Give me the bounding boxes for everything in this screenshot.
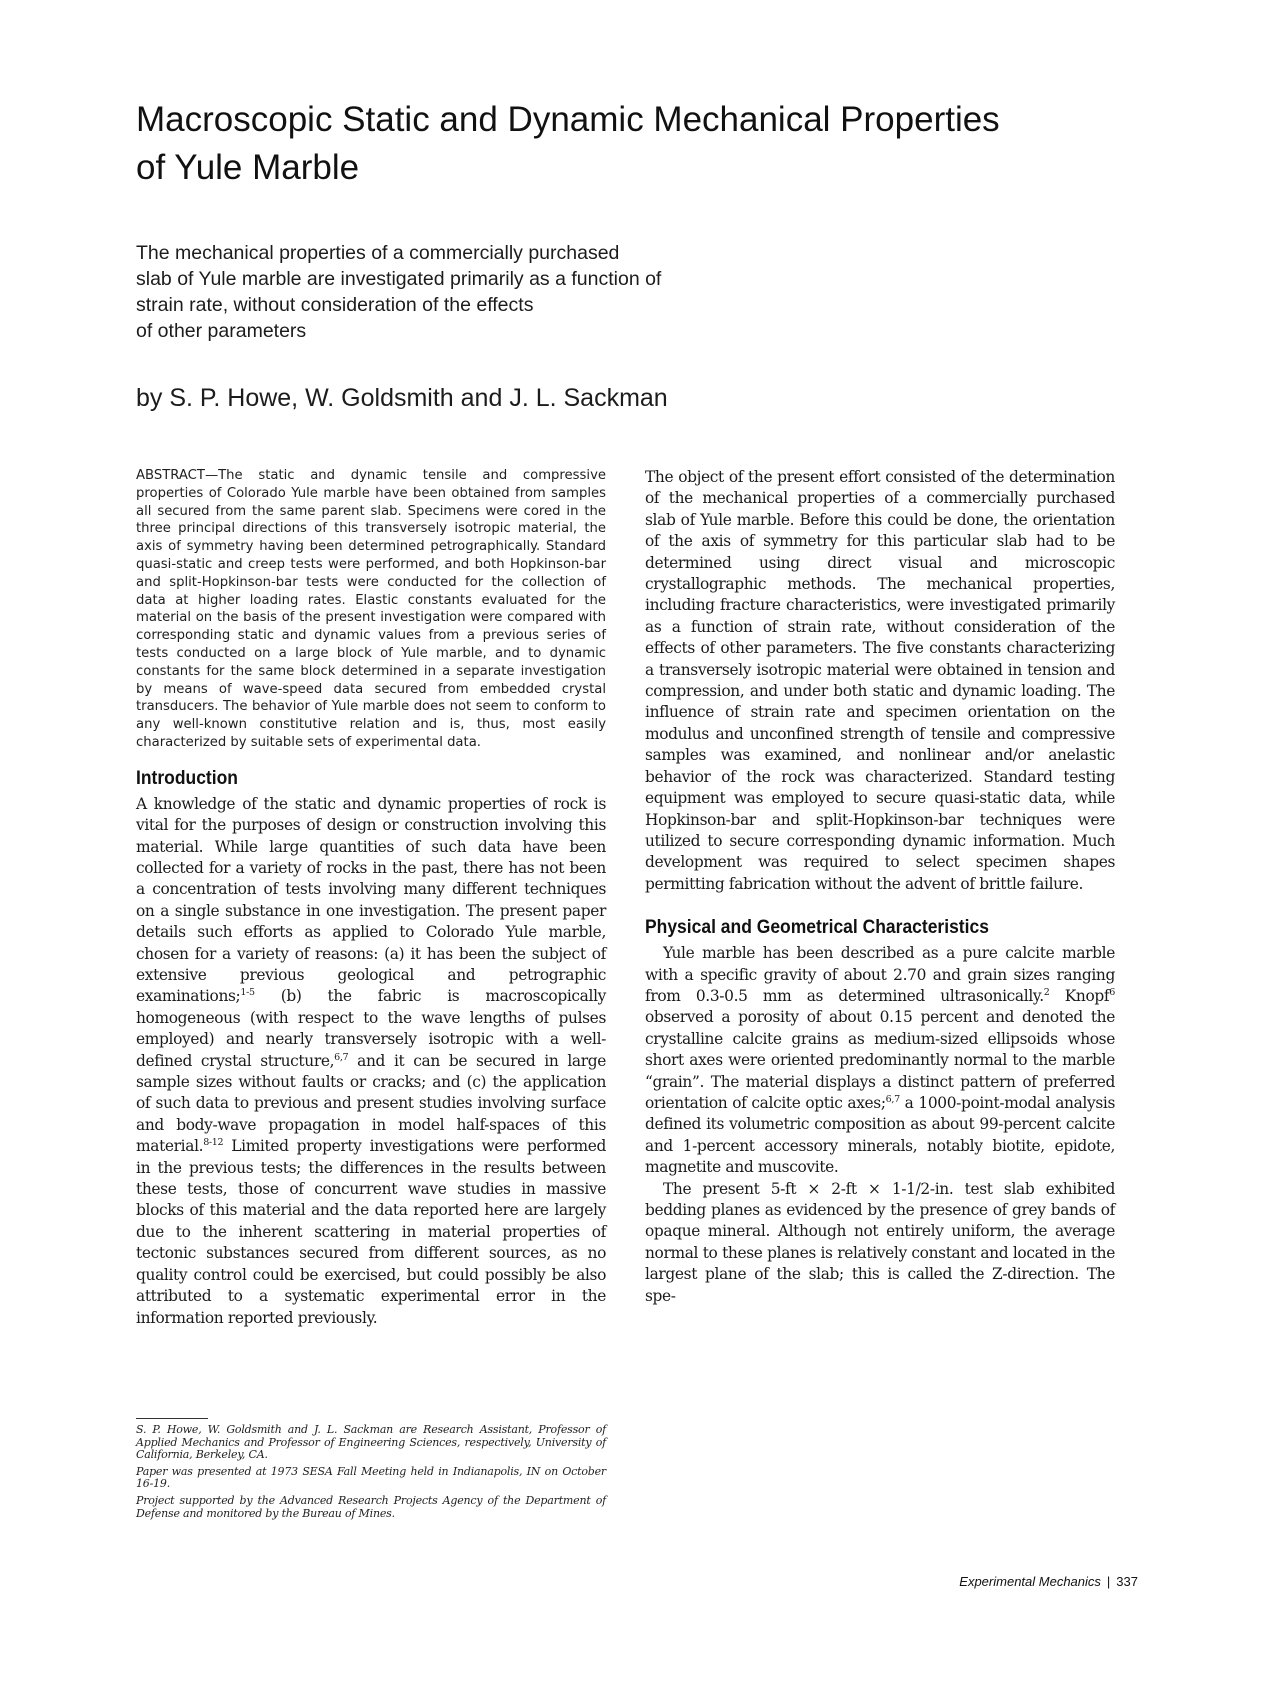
physical-paragraph-1 bbox=[645, 943, 1115, 1178]
physical-text-d: a 1000-point-modal analysis defined its volumetric composition as about 99-percent calcite and 1-percent accessory minerals, notably biotite, epidote, magnetite and muscovite. bbox=[645, 1093, 1115, 1177]
subtitle-line-2: slab of Yule marble are investigated primarily as a function of bbox=[136, 268, 662, 290]
citation-ref: 8-12 bbox=[203, 1137, 224, 1149]
physical-text-a: Yule marble has been described as a pure calcite marble with a specific gravity of about 2.70 and grain sizes ranging from 0.3-0.5 mm as determined ultrasonically. bbox=[645, 944, 1115, 1005]
journal-name: Experimental Mechanics bbox=[959, 1574, 1101, 1589]
footnote-divider bbox=[136, 1418, 208, 1419]
physical-text-b: Knopf bbox=[1049, 986, 1110, 1005]
citation-ref: 2 bbox=[1043, 986, 1050, 998]
physical-text-c: observed a porosity of about 0.15 percent and denoted the crystalline calcite grains as medium-sized ellipsoids whose short axes were oriented predominantly normal to the marble “grain”. The material displays a distinct pattern of preferred orientation of calcite optic axes; bbox=[645, 1008, 1115, 1112]
page-number: 337 bbox=[1116, 1574, 1138, 1589]
intro-text-b: (b) the fabric is macroscopically homogeneous (with respect to the wave lengths of pulses employed) and nearly transversely isotropic with a well-defined crystal structure, bbox=[136, 987, 606, 1070]
physical-characteristics-heading: Physical and Geometrical Characteristics bbox=[645, 917, 989, 939]
citation-ref: 6,7 bbox=[885, 1093, 900, 1105]
subtitle-line-4: of other parameters bbox=[136, 320, 307, 342]
intro-text-a: A knowledge of the static and dynamic properties of rock is vital for the purposes of design or construction involving this material. While large quantities of such data have been collected for a variety of rocks in the past, there has not been a concentration of tests involving many different techniques on a single substance in one investigation. The present paper details such efforts as applied to Colorado Yule marble, chosen for a variety of reasons: (a) it has been the subject of extensive previous geological and petrographic examinations; bbox=[136, 794, 606, 1006]
subtitle-line-1: The mechanical properties of a commercially purchased bbox=[136, 242, 620, 264]
article-title-line-1: Macroscopic Static and Dynamic Mechanical Properties bbox=[136, 100, 1000, 139]
introduction-paragraph-1 bbox=[136, 794, 606, 1329]
footnote-support: Project supported by the Advanced Research Projects Agency of the Department of Defense and monitored by the Bureau of Mines. bbox=[136, 1493, 606, 1520]
citation-ref: 6,7 bbox=[334, 1051, 349, 1063]
introduction-paragraph-2: The object of the present effort consisted of the determination of the mechanical properties of a commercially purchased slab of Yule marble. Before this could be done, the orientation of the axis of symmetry for this particular slab had to be determined using direct visual and microscopic crystallographic methods. The mechanical properties, including fracture characteristics, were investigated primarily as a function of strain rate, without consideration of the effects of other parameters. The five constants characterizing a transversely isotropic material were obtained in tension and compression, and under both static and dynamic loading. The influence of strain rate and specimen orientation on the modulus and unconfined strength of tensile and compressive samples was examined, and nonlinear and/or anelastic behavior of the rock was characterized. Standard testing equipment was employed to secure quasi-static data, while Hopkinson-bar and split-Hopkinson-bar techniques were utilized to secure corresponding dynamic information. Much development was required to select specimen shapes permitting fabrication without the advent of brittle failure. bbox=[645, 468, 1115, 893]
left-column bbox=[136, 467, 606, 1329]
footnote-authors: S. P. Howe, W. Goldsmith and J. L. Sackman are Research Assistant, Professor of Applied Mechanics and Professor of Engineering Sciences, respectively, University of California, Berkeley, CA. bbox=[136, 1423, 606, 1462]
subtitle-line-3: strain rate, without consideration of the effects bbox=[136, 294, 534, 316]
footer-separator: | bbox=[1106, 1574, 1111, 1589]
footnotes bbox=[136, 1424, 606, 1524]
physical-paragraph-2: The present 5-ft × 2-ft × 1-1/2-in. test slab exhibited bedding planes as evidenced by the presence of grey bands of opaque mineral. Although not entirely uniform, the average normal to these planes is relatively constant and located in the largest plane of the slab; this is called the Z-direction. The spe- bbox=[645, 1179, 1115, 1305]
citation-ref: 1-5 bbox=[240, 987, 255, 999]
article-subtitle bbox=[136, 240, 736, 344]
introduction-heading: Introduction bbox=[136, 767, 238, 789]
footnote-presented: Paper was presented at 1973 SESA Fall Meeting held in Indianapolis, IN on October 16-19. bbox=[136, 1464, 606, 1491]
right-column bbox=[645, 467, 1115, 1307]
author-byline: by S. P. Howe, W. Goldsmith and J. L. Sackman bbox=[136, 384, 668, 412]
citation-ref: 6 bbox=[1109, 986, 1115, 998]
abstract: ABSTRACT—The static and dynamic tensile and compressive properties of Colorado Yule marble have been obtained from samples all secured from the same parent slab. Specimens were cored in the three principal directions of this transversely isotropic material, the axis of symmetry having been determined petrographically. Standard quasi-static and creep tests were performed, and both Hopkinson-bar and split-Hopkinson-bar tests were conducted for the collection of data at higher loading rates. Elastic constants evaluated for the material on the basis of the present investigation were compared with corresponding static and dynamic values from a previous series of tests conducted on a large block of Yule marble, and to dynamic constants for the same block determined in a separate investigation by means of wave-speed data secured from embedded crystal transducers. The behavior of Yule marble does not seem to conform to any well-known constitutive relation and is, thus, most easily characterized by suitable sets of experimental data. bbox=[136, 468, 606, 750]
running-footer bbox=[959, 1574, 1138, 1589]
intro-text-d: Limited property investigations were performed in the previous tests; the differences in the results between these tests, those of concurrent wave studies in massive blocks of this material and the data reported here are largely due to the inherent scattering in material properties of tectonic substances secured from different sources, as no quality control could be exercised, but could possibly be also attributed to a systematic experimental error in the information reported previously. bbox=[136, 1137, 606, 1327]
intro-text-c: and it can be secured in large sample sizes without faults or cracks; and (c) the application of such data to previous and present studies involving surface and body-wave propagation in model half-spaces of this material. bbox=[136, 1051, 606, 1156]
article-title bbox=[136, 96, 1096, 192]
article-title-line-2: of Yule Marble bbox=[136, 148, 360, 187]
